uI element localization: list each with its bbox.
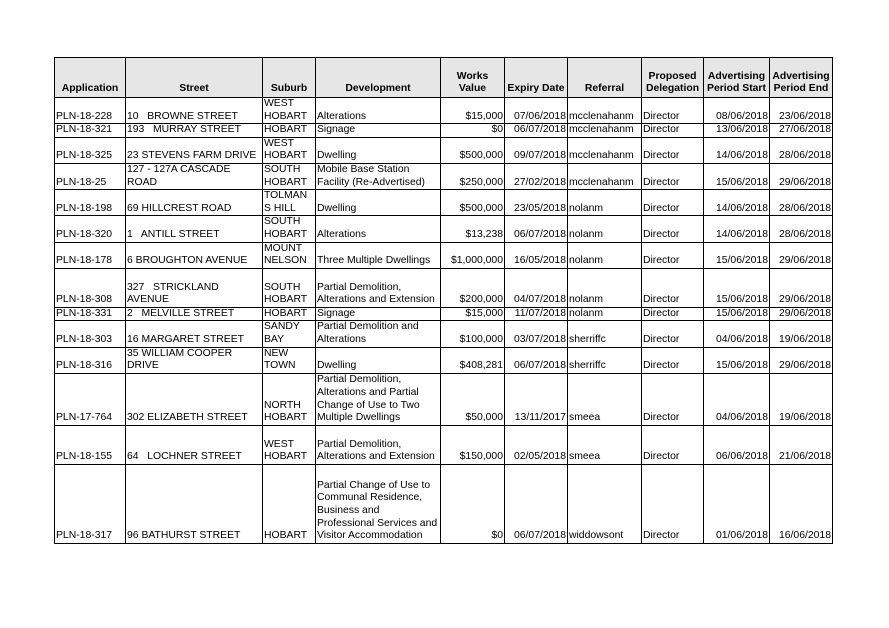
cell-expiry-date: 23/05/2018 xyxy=(505,190,568,216)
cell-street: 2 MELVILLE STREET xyxy=(126,307,263,321)
cell-street: 302 ELIZABETH STREET xyxy=(126,373,263,425)
cell-development: Three Multiple Dwellings xyxy=(316,242,441,268)
header-advertising-period-end: Advertising Period End xyxy=(770,58,833,98)
cell-referral: smeea xyxy=(568,373,642,425)
table-row xyxy=(55,124,833,138)
cell-development: Partial Demolition, Alterations and Partial Change of Use to Two Multiple Dwellings xyxy=(316,373,441,425)
cell-application: PLN-18-25 xyxy=(55,163,126,189)
cell-advertising-start: 08/06/2018 xyxy=(704,98,770,124)
cell-street: 127 - 127A CASCADE ROAD xyxy=(126,163,263,189)
header-advertising-period-start: Advertising Period Start xyxy=(704,58,770,98)
cell-works-value: $15,000 xyxy=(441,307,505,321)
cell-works-value: $0 xyxy=(441,464,505,543)
cell-expiry-date: 06/07/2018 xyxy=(505,464,568,543)
table-row xyxy=(55,321,833,347)
cell-delegation: Director xyxy=(642,347,704,373)
cell-advertising-start: 06/06/2018 xyxy=(704,425,770,464)
cell-application: PLN-18-228 xyxy=(55,98,126,124)
cell-street: 16 MARGARET STREET xyxy=(126,321,263,347)
cell-suburb: SOUTH HOBART xyxy=(263,268,316,307)
cell-advertising-start: 04/06/2018 xyxy=(704,321,770,347)
cell-suburb: NEW TOWN xyxy=(263,347,316,373)
cell-delegation: Director xyxy=(642,137,704,163)
cell-works-value: $250,000 xyxy=(441,163,505,189)
cell-development: Mobile Base Station Facility (Re-Advertised) xyxy=(316,163,441,189)
cell-development: Dwelling xyxy=(316,137,441,163)
cell-advertising-end: 23/06/2018 xyxy=(770,98,833,124)
header-referral: Referral xyxy=(568,58,642,98)
cell-works-value: $150,000 xyxy=(441,425,505,464)
header-suburb: Suburb xyxy=(263,58,316,98)
cell-expiry-date: 03/07/2018 xyxy=(505,321,568,347)
cell-delegation: Director xyxy=(642,98,704,124)
cell-referral: nolanm xyxy=(568,268,642,307)
cell-delegation: Director xyxy=(642,190,704,216)
cell-advertising-end: 29/06/2018 xyxy=(770,347,833,373)
cell-referral: sherriffc xyxy=(568,347,642,373)
cell-suburb: WEST HOBART xyxy=(263,98,316,124)
cell-delegation: Director xyxy=(642,268,704,307)
cell-development: Alterations xyxy=(316,98,441,124)
header-development: Development xyxy=(316,58,441,98)
cell-advertising-start: 15/06/2018 xyxy=(704,163,770,189)
cell-suburb: HOBART xyxy=(263,307,316,321)
cell-delegation: Director xyxy=(642,216,704,242)
table-row xyxy=(55,425,833,464)
cell-suburb: HOBART xyxy=(263,124,316,138)
cell-referral: nolanm xyxy=(568,216,642,242)
cell-suburb: MOUNT NELSON xyxy=(263,242,316,268)
cell-street: 96 BATHURST STREET xyxy=(126,464,263,543)
cell-advertising-end: 29/06/2018 xyxy=(770,268,833,307)
cell-development: Partial Demolition, Alterations and Extension xyxy=(316,425,441,464)
cell-advertising-start: 15/06/2018 xyxy=(704,268,770,307)
cell-suburb: WEST HOBART xyxy=(263,425,316,464)
cell-advertising-start: 14/06/2018 xyxy=(704,190,770,216)
cell-works-value: $1,000,000 xyxy=(441,242,505,268)
cell-suburb: HOBART xyxy=(263,464,316,543)
table-row xyxy=(55,268,833,307)
cell-advertising-end: 19/06/2018 xyxy=(770,373,833,425)
cell-application: PLN-17-764 xyxy=(55,373,126,425)
applications-table xyxy=(54,57,833,544)
cell-referral: nolanm xyxy=(568,307,642,321)
cell-works-value: $0 xyxy=(441,124,505,138)
cell-delegation: Director xyxy=(642,425,704,464)
cell-delegation: Director xyxy=(642,321,704,347)
cell-street: 10 BROWNE STREET xyxy=(126,98,263,124)
cell-street: 327 STRICKLAND AVENUE xyxy=(126,268,263,307)
cell-expiry-date: 11/07/2018 xyxy=(505,307,568,321)
cell-expiry-date: 27/02/2018 xyxy=(505,163,568,189)
cell-referral: widdowsont xyxy=(568,464,642,543)
cell-application: PLN-18-155 xyxy=(55,425,126,464)
cell-advertising-start: 15/06/2018 xyxy=(704,242,770,268)
table-row xyxy=(55,216,833,242)
cell-development: Dwelling xyxy=(316,190,441,216)
cell-advertising-start: 15/06/2018 xyxy=(704,347,770,373)
cell-works-value: $500,000 xyxy=(441,190,505,216)
cell-expiry-date: 06/07/2018 xyxy=(505,124,568,138)
cell-application: PLN-18-321 xyxy=(55,124,126,138)
cell-referral: mcclenahanm xyxy=(568,98,642,124)
cell-expiry-date: 06/07/2018 xyxy=(505,347,568,373)
cell-application: PLN-18-308 xyxy=(55,268,126,307)
cell-works-value: $408,281 xyxy=(441,347,505,373)
cell-suburb: SANDY BAY xyxy=(263,321,316,347)
cell-advertising-end: 29/06/2018 xyxy=(770,163,833,189)
cell-referral: mcclenahanm xyxy=(568,163,642,189)
cell-referral: sherriffc xyxy=(568,321,642,347)
cell-advertising-end: 16/06/2018 xyxy=(770,464,833,543)
cell-expiry-date: 04/07/2018 xyxy=(505,268,568,307)
header-works-value: Works Value xyxy=(441,58,505,98)
cell-advertising-end: 19/06/2018 xyxy=(770,321,833,347)
cell-suburb: SOUTH HOBART xyxy=(263,163,316,189)
cell-street: 193 MURRAY STREET xyxy=(126,124,263,138)
cell-expiry-date: 13/11/2017 xyxy=(505,373,568,425)
cell-expiry-date: 16/05/2018 xyxy=(505,242,568,268)
cell-advertising-start: 01/06/2018 xyxy=(704,464,770,543)
cell-referral: mcclenahanm xyxy=(568,137,642,163)
cell-advertising-start: 14/06/2018 xyxy=(704,137,770,163)
cell-street: 69 HILLCREST ROAD xyxy=(126,190,263,216)
cell-application: PLN-18-325 xyxy=(55,137,126,163)
cell-suburb: NORTH HOBART xyxy=(263,373,316,425)
table-row xyxy=(55,347,833,373)
table-row xyxy=(55,373,833,425)
cell-development: Signage xyxy=(316,124,441,138)
cell-advertising-end: 28/06/2018 xyxy=(770,190,833,216)
cell-advertising-start: 13/06/2018 xyxy=(704,124,770,138)
cell-development: Partial Demolition and Alterations xyxy=(316,321,441,347)
header-expiry-date: Expiry Date xyxy=(505,58,568,98)
cell-suburb: TOLMAN S HILL xyxy=(263,190,316,216)
table-row xyxy=(55,137,833,163)
table-row xyxy=(55,242,833,268)
table-row xyxy=(55,464,833,543)
cell-street: 1 ANTILL STREET xyxy=(126,216,263,242)
cell-application: PLN-18-317 xyxy=(55,464,126,543)
cell-advertising-end: 29/06/2018 xyxy=(770,242,833,268)
cell-advertising-end: 21/06/2018 xyxy=(770,425,833,464)
cell-referral: smeea xyxy=(568,425,642,464)
cell-expiry-date: 09/07/2018 xyxy=(505,137,568,163)
cell-referral: nolanm xyxy=(568,190,642,216)
table-row xyxy=(55,190,833,216)
cell-advertising-end: 28/06/2018 xyxy=(770,216,833,242)
cell-application: PLN-18-178 xyxy=(55,242,126,268)
header-application: Application xyxy=(55,58,126,98)
cell-advertising-end: 27/06/2018 xyxy=(770,124,833,138)
cell-delegation: Director xyxy=(642,373,704,425)
cell-development: Partial Demolition, Alterations and Extension xyxy=(316,268,441,307)
cell-expiry-date: 02/05/2018 xyxy=(505,425,568,464)
cell-advertising-start: 14/06/2018 xyxy=(704,216,770,242)
cell-expiry-date: 07/06/2018 xyxy=(505,98,568,124)
table-row xyxy=(55,307,833,321)
cell-development: Alterations xyxy=(316,216,441,242)
cell-suburb: SOUTH HOBART xyxy=(263,216,316,242)
cell-application: PLN-18-331 xyxy=(55,307,126,321)
cell-application: PLN-18-198 xyxy=(55,190,126,216)
cell-advertising-end: 29/06/2018 xyxy=(770,307,833,321)
cell-street: 6 BROUGHTON AVENUE xyxy=(126,242,263,268)
cell-works-value: $13,238 xyxy=(441,216,505,242)
cell-works-value: $100,000 xyxy=(441,321,505,347)
table-row xyxy=(55,163,833,189)
cell-works-value: $500,000 xyxy=(441,137,505,163)
cell-street: 23 STEVENS FARM DRIVE xyxy=(126,137,263,163)
cell-expiry-date: 06/07/2018 xyxy=(505,216,568,242)
cell-referral: mcclenahanm xyxy=(568,124,642,138)
cell-advertising-start: 15/06/2018 xyxy=(704,307,770,321)
cell-street: 35 WILLIAM COOPER DRIVE xyxy=(126,347,263,373)
cell-delegation: Director xyxy=(642,307,704,321)
cell-street: 64 LOCHNER STREET xyxy=(126,425,263,464)
cell-advertising-end: 28/06/2018 xyxy=(770,137,833,163)
table-body xyxy=(55,98,833,544)
cell-delegation: Director xyxy=(642,464,704,543)
cell-delegation: Director xyxy=(642,124,704,138)
cell-application: PLN-18-303 xyxy=(55,321,126,347)
cell-application: PLN-18-316 xyxy=(55,347,126,373)
cell-advertising-start: 04/06/2018 xyxy=(704,373,770,425)
header-proposed-delegation: Proposed Delegation xyxy=(642,58,704,98)
cell-application: PLN-18-320 xyxy=(55,216,126,242)
cell-development: Dwelling xyxy=(316,347,441,373)
cell-suburb: WEST HOBART xyxy=(263,137,316,163)
cell-delegation: Director xyxy=(642,242,704,268)
header-row xyxy=(55,58,833,98)
table-row xyxy=(55,98,833,124)
cell-works-value: $200,000 xyxy=(441,268,505,307)
cell-delegation: Director xyxy=(642,163,704,189)
cell-development: Partial Change of Use to Communal Residence, Business and Professional Services and Visitor Accommodation xyxy=(316,464,441,543)
header-street: Street xyxy=(126,58,263,98)
cell-development: Signage xyxy=(316,307,441,321)
cell-referral: nolanm xyxy=(568,242,642,268)
cell-works-value: $15,000 xyxy=(441,98,505,124)
cell-works-value: $50,000 xyxy=(441,373,505,425)
